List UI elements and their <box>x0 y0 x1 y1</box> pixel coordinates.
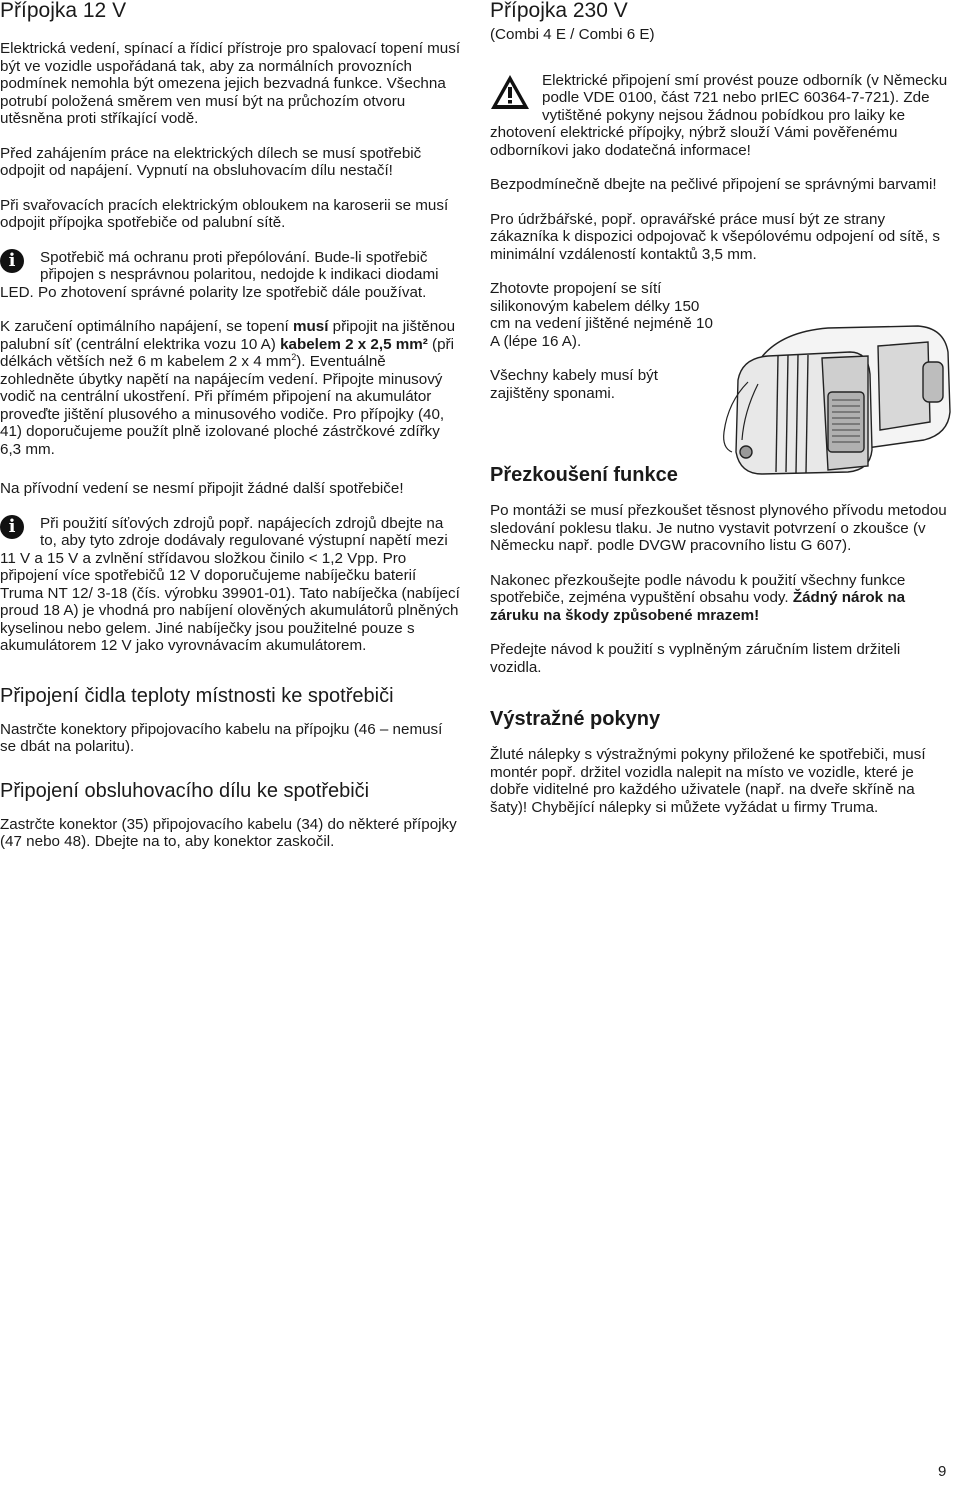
paragraph: Předejte návod k použití s vyplněným záručním listem držiteli vozidla. <box>490 641 901 676</box>
section-heading-room-sensor: Připojení čidla teploty místnosti ke spotřebiči <box>0 684 394 707</box>
paragraph: Žluté nálepky s výstražnými pokyny přiložené ke spotřebiči, musí montér popř. držitel vozidla nalepit na místo ve vozidle, které je dobře viditelné pro každého uživatele (např. na dveře skříně na šaty)! Chybějící nálepky si můžete vyžádat u firmy Truma. <box>490 746 926 816</box>
section-heading-control-panel: Připojení obsluhovacího dílu ke spotřebiči <box>0 779 370 802</box>
paragraph: Zastrčte konektor (35) připojovacího kabelu (34) do některé přípojky (47 nebo 48). Dbejte na to, aby konektor zaskočil. <box>0 815 457 850</box>
info-note-text: Při použití síťových zdrojů popř. napájecích zdrojů dbejte na to, aby tyto zdroje dodávaly regulované výstupní napětí mezi 11 V a 15 V a zvlnění střídavou složkou činilo < 1,2 Vpp. Pro připojení více spotřebičů 12 V doporučujeme nabíječku baterií Truma NT 12/ 3-18 (čís. výrobku 39901-01). Tato nabíječka (nabíjecí proud 18 A) je vhodná pro nabíjení olověných akumulátorů plněných kyselinou nebo gelem. Jiné nabíječky jsou použitelné pouze s akumulátorem 12 V jako vyrovnávacím akumulátorem. <box>0 514 460 654</box>
text-run: (při délkách větších než 6 m kabelem 2 x 4 mm <box>0 335 454 370</box>
bold-text: Žádný nárok na záruku na škody způsobené mrazem! <box>490 589 906 624</box>
paragraph <box>490 572 952 625</box>
paragraph: Všechny kabely musí být zajištěny sponami. <box>490 367 658 402</box>
warning-triangle-icon <box>490 74 530 110</box>
paragraph: Při svařovacích pracích elektrickým obloukem na karoserii se musí odpojit přípojka spotřebiče od palubní sítě. <box>0 196 449 231</box>
paragraph: Před zahájením práce na elektrických dílech se musí spotřebič odpojit od napájení. Vypnutí na obsluhovacím dílu nestačí! <box>0 144 422 179</box>
info-icon: i <box>0 515 24 539</box>
paragraph <box>0 318 462 458</box>
warning-text: Elektrické připojení smí provést pouze odborník (v Německu podle VDE 0100, část 721 nebo prIEC 60364-7-721). Zde vytištěné pokyny nejsou žádnou pobídkou pro laiky ke zhotovení elektrické přípojky, nýbrž slouží Vámi pověřenému odborníkovi jako dodatečná informace! <box>490 71 948 159</box>
bold-text: musí <box>292 318 329 335</box>
warning-note <box>490 72 952 160</box>
text-run: K zaručení optimálního napájení, se topení <box>0 318 293 335</box>
section-heading-warnings: Výstražné pokyny <box>490 708 661 730</box>
text-beside-illustration <box>490 280 720 402</box>
section-heading-function-check: Přezkoušení funkce <box>490 464 678 486</box>
right-column <box>490 0 952 833</box>
page-number: 9 <box>938 1463 947 1480</box>
heater-unit-illustration <box>718 322 954 478</box>
bold-text: kabelem 2 x 2,5 mm² <box>280 335 428 353</box>
info-note-text: Spotřebič má ochranu proti přepólování. Bude-li spotřebič připojen s nesprávnou polaritou, nedojde k indikaci diodami LED. Po zhotovení správné polarity lze spotřebič dále používat. <box>0 248 439 301</box>
paragraph: Nastrčte konektory připojovacího kabelu na přípojku (46 – nemusí se dbát na polaritu). <box>0 720 443 755</box>
text-run: připojit na jištěnou palubní síť (centrální elektrika vozu 10 A) <box>0 318 456 353</box>
info-note <box>0 249 462 302</box>
left-column <box>0 0 462 868</box>
paragraph: Pro údržbářské, popř. opravářské práce musí být ze strany zákazníka k dispozici odpojovač k všepólovému odpojení od sítě, s minimální vzdáleností kontaktů 3,5 mm. <box>490 210 940 263</box>
section-title-230v: Přípojka 230 V <box>490 0 628 22</box>
section-title-12v: Přípojka 12 V <box>0 0 127 22</box>
text-run: ). Eventuálně zohledněte úbytky napětí na napájecím vedení. Připojte minusový vodič na centrální ukostření. Při přímém připojení na akumulátor proveďte jištění plusového a minusového vodiče. Pro přípojky (40, 41) doporučujeme použít plně izolované ploché zástrčkové zdířky 6,3 mm. <box>0 353 445 458</box>
superscript: 2 <box>291 351 297 362</box>
paragraph: Na přívodní vedení se nesmí připojit žádné další spotřebiče! <box>0 480 404 497</box>
text-run: Nakonec přezkoušejte podle návodu k použití všechny funkce spotřebiče, zejména vypuštění obsahu vody. <box>490 571 906 606</box>
paragraph: Bezpodmínečně dbejte na pečlivé připojení se správnými barvami! <box>490 176 937 193</box>
info-note <box>0 515 462 655</box>
paragraph: Zhotovte propojení se sítí silikonovým kabelem délky 150 cm na vedení jištěné nejméně 10 A (lépe 16 A). <box>490 280 713 350</box>
paragraph: Po montáži se musí přezkoušet těsnost plynového přívodu metodou sledování poklesu tlaku. Je nutno vystavit potvrzení o zkoušce (v Německu např. podle DVGW pracovního listu G 607). <box>490 502 947 554</box>
subtitle: (Combi 4 E / Combi 6 E) <box>490 26 655 43</box>
paragraph: Elektrická vedení, spínací a řídicí přístroje pro spalovací topení musí být ve vozidle uspořádaná tak, aby za normálních provozních podmínek nemohla být omezena jejich bezvadná funkce. Všechna potrubí položená směrem ven musí být na průchozím otvoru utěsněna proti stříkající vodě. <box>0 40 461 127</box>
info-icon: i <box>0 249 24 273</box>
